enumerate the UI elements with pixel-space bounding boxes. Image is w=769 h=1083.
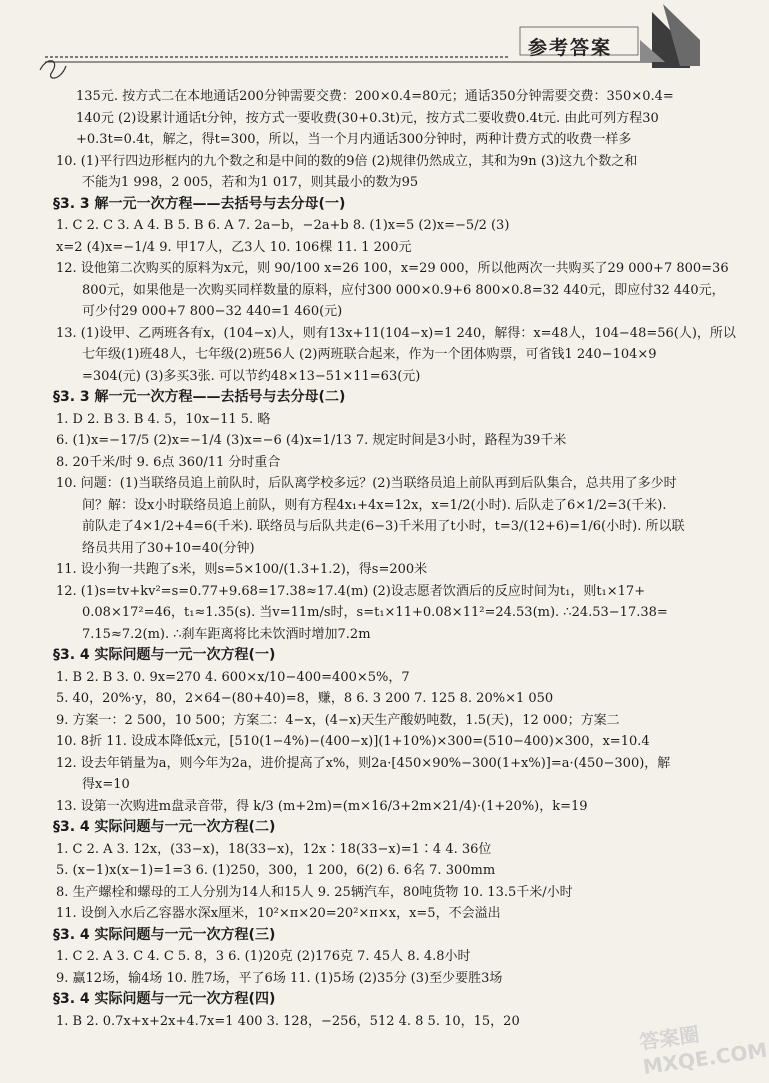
section-heading: §3. 4 实际问题与一元一次方程(三) (53, 926, 276, 943)
text-line: 8. 20千米/时 9. 6点 360/11 分时重合 (56, 454, 281, 470)
text-line: 1. C 2. C 3. A 4. B 5. B 6. A 7. 2a−b，−2a+b 8. (1)x=5 (2)x=−5/2 (3) (56, 218, 510, 233)
text-line: x=2 (4)x=−1/4 9. 甲17人，乙3人 10. 106棵 11. 1 200元 (56, 239, 412, 255)
text-line: 11. 设小狗一共跑了s米，则s=5×100/(1.3+1.2)，得s=200米 (56, 562, 428, 577)
section-heading: §3. 3 解一元一次方程——去括号与去分母(二) (53, 389, 346, 405)
text-line: 10. 问题：(1)当联络员追上前队时，后队离学校多远？(2)当联络员追上前队再到后队集合，总共用了多少时 (56, 476, 677, 491)
section-heading: §3. 4 实际问题与一元一次方程(四) (53, 991, 276, 1007)
text-line: 5. (x−1)x(x−1)=1=3 6. (1)250，300，1 200，6(2) 6. 6名 7. 300mm (56, 863, 496, 878)
section-heading: §3. 4 实际问题与一元一次方程(二) (53, 819, 276, 835)
text-line: 12. (1)s=tv+kv²=s=0.77+9.68=17.38≈17.4(m) (2)设志愿者饮酒后的反应时间为t₁，则t₁×17+ (56, 583, 646, 599)
text-line: 1. B 2. 0.7x+x+2x+4.7x=1 400 3. 128，−256，512 4. 8 5. 10，15，20 (56, 1013, 520, 1029)
text-line: 5. 40，20%·y，80，2×64−(80+40)=8，赚，8 6. 3 200 7. 125 8. 20%×1 050 (56, 691, 554, 706)
section-heading: §3. 4 实际问题与一元一次方程(一) (53, 647, 276, 663)
text-line: 可少付29 000+7 800−32 440=1 460(元) (82, 304, 343, 319)
text-line: 间？解：设x小时联络员追上前队，则有方程4x₁+4x=12x，x=1/2(小时). 后队走了6×1/2=3(千米). (82, 497, 667, 513)
text-line: 1. C 2. A 3. 12x，(33−x)，18(33−x)，12x∶18(33−x)=1∶4 4. 36位 (56, 841, 492, 857)
text-line: 1. D 2. B 3. B 4. 5，10x−11 5. 略 (56, 411, 271, 427)
text-line: 10. (1)平行四边形框内的九个数之和是中间的数的9倍 (2)规律仍然成立，其和为9n (3)这九个数之和 (56, 153, 638, 169)
text-line: 800元，如果他是一次购买同样数量的原料，应付300 000×0.9+6 800×0.8=32 440元，即应付32 440元， (82, 282, 725, 298)
text-line: 6. (1)x=−17/5 (2)x=−1/4 (3)x=−6 (4)x=1/13 7. 规定时间是3小时，路程为39千米 (56, 433, 567, 448)
text-line: 络员共用了30+10=40(分钟) (82, 540, 255, 556)
text-line: 12. 设去年销量为a，则今年为2a，进价提高了x%，则2a·[450×90%−300(1+x%)]=a·(450−300)，解 (56, 755, 671, 771)
watermark-stamp: 答案圈 MXQE.COM (637, 1022, 769, 1079)
text-line: 10. 8折 11. 设成本降低x元，[510(1−4%)−(400−x)](1+10%)×300=(510−400)×300，x=10.4 (56, 734, 650, 749)
text-line: 13. 设第一次购进m盘录音带，得 k/3 (m+2m)=(m×16/3+2m×21/4)·(1+20%)，k=19 (56, 798, 588, 814)
section-heading: §3. 3 解一元一次方程——去括号与去分母(一) (53, 195, 346, 212)
text-line: 11. 设倒入水后乙容器水深x厘米，10²×π×20=20²×π×x，x=5，不会溢出 (56, 906, 501, 921)
header-title: 参考答案 (528, 37, 613, 59)
text-line: 七年级(1)班48人，七年级(2)班56人 (2)两班联合起来，作为一个团体购票，可省钱1 240−104×9 (82, 347, 657, 362)
text-line: 0.08×17²=46，t₁≈1.35(s). 当v=11m/s时，s=t₁×11+0.08×11²=24.53(m). ∴24.53−17.38= (82, 605, 668, 620)
text-line: 9. 方案一：2 500，10 500；方案二：4−x，(4−x)天生产酸奶吨数，1.5(天)，12 000；方案二 (56, 712, 620, 728)
text-line: =304(元) (3)多买3张. 可以节约48×13−51×11=63(元) (82, 368, 421, 384)
page-header (0, 0, 750, 90)
header-decoration (0, 0, 750, 90)
text-line: 8. 生产螺栓和螺母的工人分别为14人和15人 9. 25辆汽车，80吨货物 10. 13.5千米/小时 (56, 884, 573, 900)
text-line: +0.3t=0.4t，解之，得t=300，所以，当一个月内通话300分钟时，两种计费方式的收费一样多 (76, 132, 632, 147)
text-line: 12. 设他第二次购买的原料为x元，则 90/100 x=26 100，x=29 000，所以他两次一共购买了29 000+7 800=36 (56, 261, 729, 276)
text-line: 1. C 2. A 3. C 4. C 5. 8，3 6. (1)20克 (2)176克 7. 45人 8. 4.8小时 (56, 949, 471, 964)
text-line: 9. 赢12场，输4场 10. 胜7场，平了6场 11. (1)5场 (2)35分 (3)至少要胜3场 (56, 970, 503, 986)
text-line: 得x=10 (82, 777, 130, 792)
text-line: 13. (1)设甲、乙两班各有x，(104−x)人，则有13x+11(104−x)=1 240，解得：x=48人，104−48=56(人)，所以 (56, 325, 736, 341)
text-line: 140元 (2)设累计通话t分钟，按方式一要收费(30+0.3t)元，按方式二要收费0.4t元. 由此可列方程30 (76, 110, 659, 126)
text-line: 7.15≈7.2(m). ∴刹车距离将比未饮酒时增加7.2m (82, 626, 371, 642)
answer-content (53, 86, 736, 1032)
text-line: 不能为1 998，2 005，若和为1 017，则其最小的数为95 (82, 175, 419, 190)
text-line: 前队走了4×1/2+4=6(千米). 联络员与后队共走(6−3)千米用了t小时，t=3/(12+6)=1/6(小时). 所以联 (82, 519, 685, 534)
text-line: 135元. 按方式二在本地通话200分钟需要交费：200×0.4=80元；通话350分钟需要交费：350×0.4= (76, 89, 674, 104)
text-line: 1. B 2. B 3. 0. 9x=270 4. 600×x/10−400=400×5%，7 (56, 669, 410, 685)
